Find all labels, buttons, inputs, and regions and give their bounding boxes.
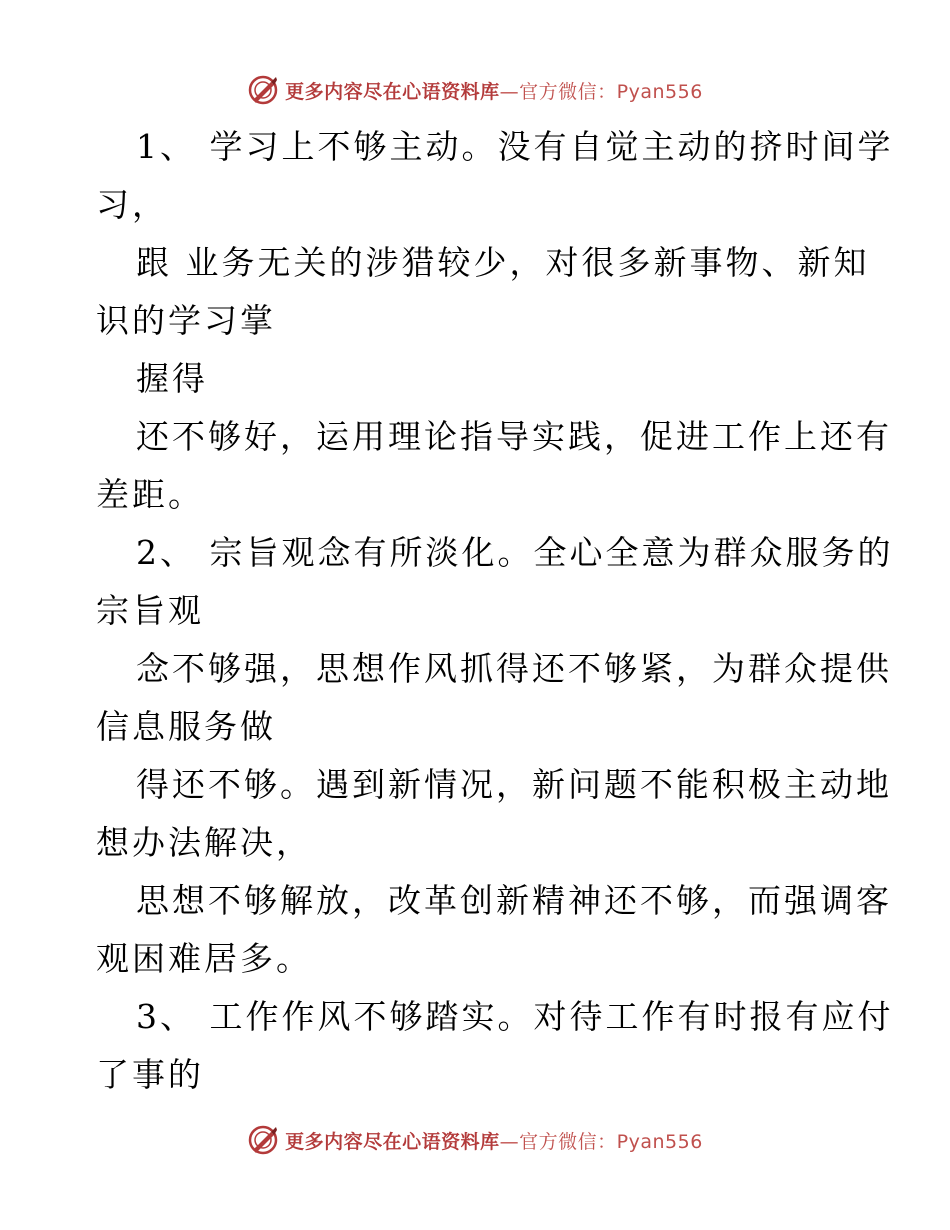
- text-line: 跟 业务无关的涉猎较少，对很多新事物、新知: [136, 243, 870, 282]
- header-banner-wechat: 官方微信：Pyan556: [519, 80, 703, 103]
- text-line: 了事的: [96, 1055, 204, 1094]
- text-line: 识的学习掌: [96, 301, 276, 340]
- document-body: [96, 118, 894, 1104]
- text-line: 1、 学习上不够主动。没有自觉主动的挤时间学: [136, 127, 894, 166]
- header-banner-main: 更多内容尽在心语资料库: [285, 80, 500, 103]
- footer-banner-main: 更多内容尽在心语资料库: [285, 1130, 500, 1153]
- header-banner-text: [285, 77, 703, 104]
- text-line: 握得: [136, 359, 208, 398]
- pen-logo-icon: [247, 74, 279, 106]
- footer-banner-wechat: 官方微信：Pyan556: [519, 1130, 703, 1153]
- text-line: 差距。: [96, 475, 204, 514]
- text-line: 宗旨观: [96, 591, 204, 630]
- text-line: 2、 宗旨观念有所淡化。全心全意为群众服务的: [136, 533, 894, 572]
- text-line: 思想不够解放，改革创新精神还不够，而强调客: [136, 881, 892, 920]
- text-line: 还不够好，运用理论指导实践，促进工作上还有: [136, 417, 892, 456]
- text-line: 习，: [96, 185, 168, 224]
- text-line: 3、 工作作风不够踏实。对待工作有时报有应付: [136, 997, 894, 1036]
- text-line: 观困难居多。: [96, 939, 312, 978]
- text-line: 念不够强，思想作风抓得还不够紧，为群众提供: [136, 649, 892, 688]
- text-line: 想办法解决，: [96, 823, 312, 862]
- header-banner: [0, 70, 950, 110]
- text-line: 信息服务做: [96, 707, 276, 746]
- footer-banner-text: [285, 1127, 703, 1154]
- footer-banner: [0, 1120, 950, 1160]
- header-banner-separator: —: [499, 80, 520, 103]
- pen-logo-icon: [247, 1124, 279, 1156]
- text-line: 得还不够。遇到新情况，新问题不能积极主动地: [136, 765, 892, 804]
- footer-banner-separator: —: [499, 1130, 520, 1153]
